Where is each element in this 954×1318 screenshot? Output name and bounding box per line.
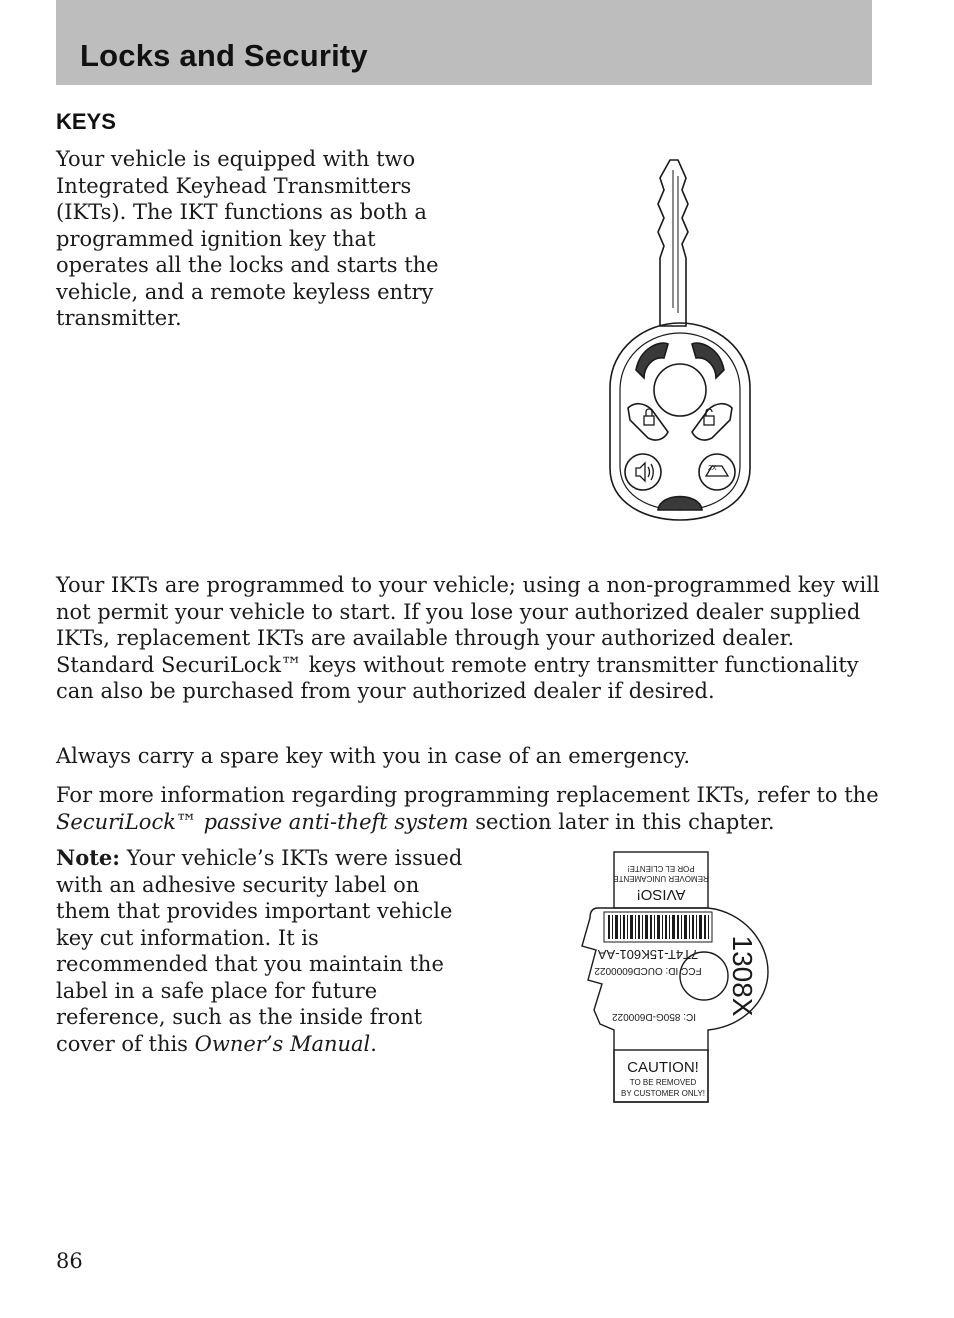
page-number: 86: [56, 1249, 83, 1273]
more-info-paragraph: [56, 782, 896, 835]
more-info-text-after: section later in this chapter.: [468, 809, 775, 834]
note-paragraph: [56, 845, 466, 1057]
fcc-id: FCC ID: OUCD6000022: [594, 965, 702, 976]
barcode: [604, 912, 712, 942]
svg-text:2X: 2X: [708, 465, 717, 472]
caution-line-1: TO BE REMOVED: [629, 1078, 697, 1087]
spare-key-paragraph: Always carry a spare key with you in case of an emergency.: [56, 744, 690, 768]
intro-paragraph: Your vehicle is equipped with two Integrated Keyhead Transmitters (IKTs). The IKT functions as both a programmed ignition key that operates all the locks and starts the vehicle, and a remote keyless entry transmitter.: [56, 147, 439, 330]
note-text: Your vehicle’s IKTs were issued with an adhesive security label on them that provides important vehicle key cut information. It is recommended that you maintain the label in a safe place for future reference, such as the inside front cover of this: [56, 846, 463, 1056]
part-number: 7T4T-15K601-AA: [597, 947, 699, 962]
note-label: Note:: [56, 845, 121, 870]
securilock-reference: SecuriLock™ passive anti-theft system: [56, 809, 469, 834]
owners-manual-reference: Owner’s Manual: [194, 1031, 371, 1056]
aviso-line-2: POR EL CLIENTE!: [627, 864, 695, 873]
unlock-icon: [704, 409, 714, 425]
aviso-line-1: REMOVER UNICAMENTE: [613, 874, 709, 883]
ic-number: IC: 850G-D600022: [612, 1011, 696, 1022]
more-info-text-before: For more information regarding programming replacement IKTs, refer to the: [56, 783, 879, 807]
caution-line-2: BY CUSTOMER ONLY!: [620, 1089, 706, 1098]
note-end: .: [370, 1031, 377, 1056]
key-fob-illustration: [600, 158, 760, 524]
section-heading-keys: KEYS: [56, 109, 116, 134]
security-label-illustration: [574, 850, 794, 1106]
lock-icon: [644, 409, 654, 425]
programming-paragraph: Your IKTs are programmed to your vehicle; using a non-programmed key will not permit your vehicle to start. If you lose your authorized dealer supplied IKTs, replacement IKTs are available through your authorized dealer. Standard SecuriLock™ keys without remote entry transmitter functionality can also be purchased from your authorized dealer if desired.: [56, 573, 880, 703]
page-header-bar: [56, 0, 872, 85]
panic-horn-icon: [636, 463, 653, 481]
trunk-release-icon: [706, 465, 728, 476]
key-code: 1308X: [727, 935, 758, 1017]
page-title: Locks and Security: [80, 38, 368, 73]
aviso-title: AVISO!: [636, 886, 686, 903]
caution-title: CAUTION!: [627, 1059, 699, 1076]
